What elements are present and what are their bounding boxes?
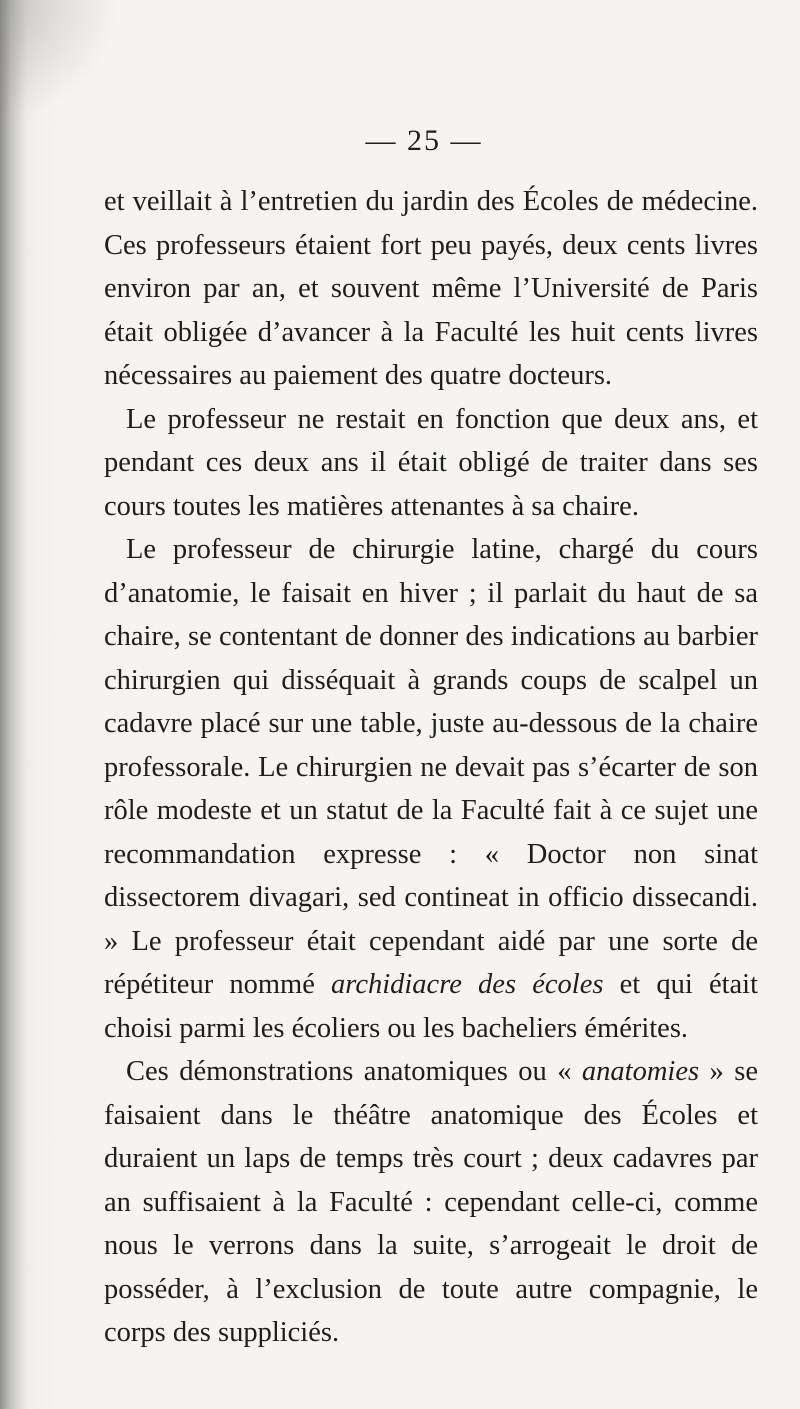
text-run: et qui était choisi parmi les écoliers ou les bacheliers émérites. <box>104 969 758 1044</box>
text-run: et veillait à l’entretien du jardin des Écoles de médecine. Ces professeurs étaient fort peu payés, deux cents livres environ par an, et souvent même l’Université de Paris était obligée d’avancer à la Faculté les huit cents livres nécessaires au paiement des quatre docteurs. <box>104 186 758 391</box>
italic-text: archidiacre des écoles <box>331 969 604 1000</box>
italic-text: anatomies <box>581 1056 700 1087</box>
body-text <box>104 180 758 1355</box>
text-run: Ces démonstrations anatomiques ou « <box>126 1056 582 1087</box>
paragraph <box>104 398 758 529</box>
text-run: » se faisaient dans le théâtre anatomique des Écoles et duraient un laps de temps très court ; deux cadavres par an suffisaient à la Faculté : cependant celle-ci, comme nous le verrons dans la suite, s’arrogeait le droit de posséder, à l’exclusion de toute autre compagnie, le corps des suppliciés. <box>104 1056 758 1348</box>
paragraph <box>104 1050 758 1355</box>
page-number: — 25 — <box>365 124 483 157</box>
text-run: Le professeur de chirurgie latine, chargé du cours d’anatomie, le faisait en hiver ; il parlait du haut de sa chaire, se contentant de donner des indications au barbier chirurgien qui disséquait à grands coups de scalpel un cadavre placé sur une table, juste au-dessous de la chaire professorale. Le chirurgien ne devait pas s’écarter de son rôle modeste et un statut de la Faculté fait à ce sujet une recommandation expresse : « Doctor non sinat dissectorem divagari, sed contineat in officio dissecandi. » Le professeur était cependant aidé par une sorte de répétiteur nommé <box>104 534 758 1000</box>
paragraph <box>104 528 758 1050</box>
paragraph <box>104 180 758 398</box>
text-run: Le professeur ne restait en fonction que deux ans, et pendant ces deux ans il était obligé de traiter dans ses cours toutes les matières attenantes à sa chaire. <box>104 403 758 522</box>
binding-shadow <box>0 0 26 1409</box>
page-corner-wear <box>0 0 120 120</box>
